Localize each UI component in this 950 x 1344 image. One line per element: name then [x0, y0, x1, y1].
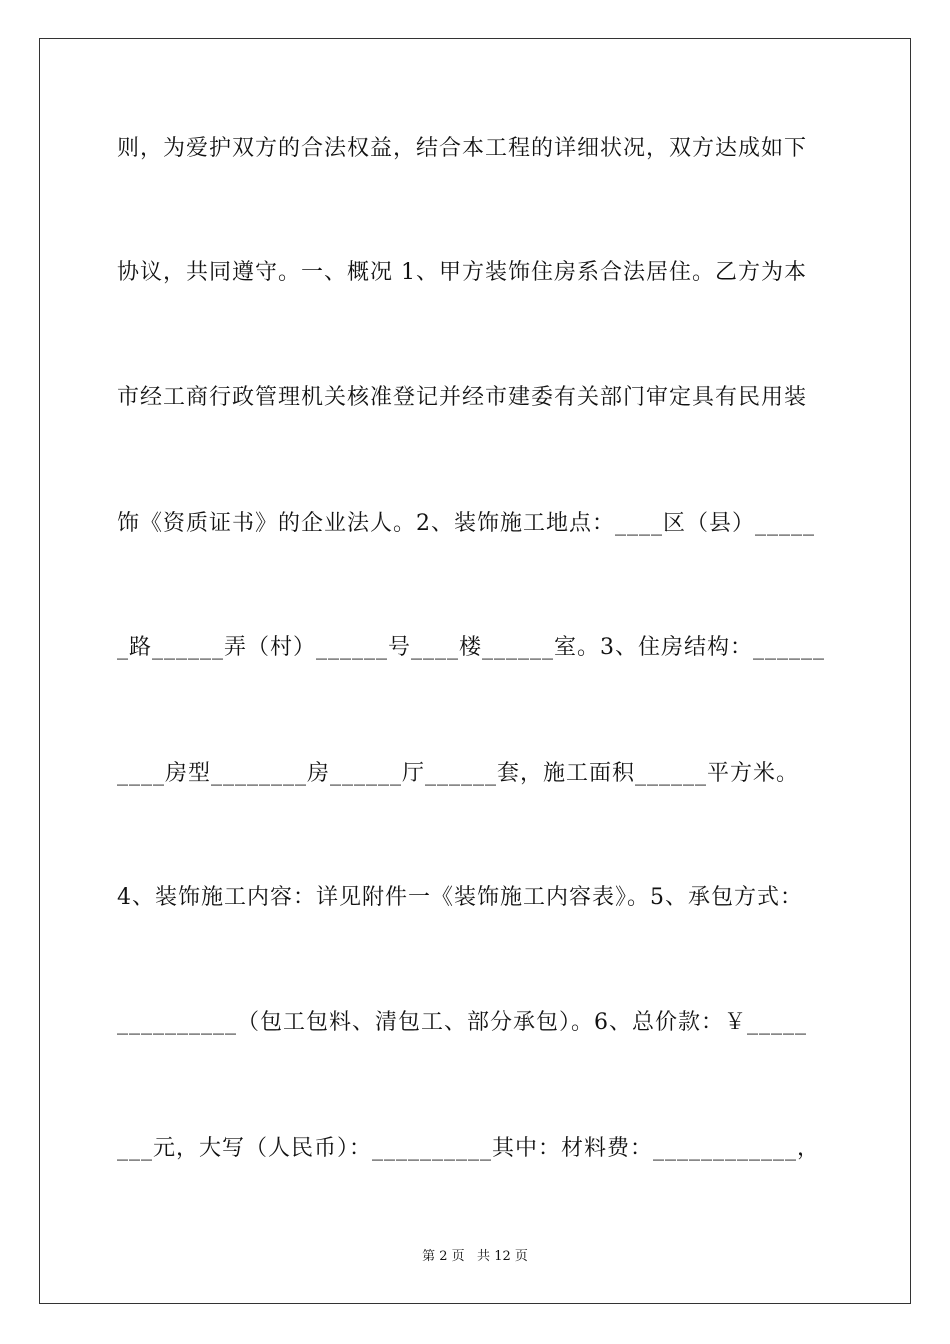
text-line-3: 市经工商行政管理机关核准登记并经市建委有关部门审定具有民用装 — [117, 385, 808, 410]
page-border — [39, 38, 911, 1304]
text-line-1: 则，为爱护双方的合法权益，结合本工程的详细状况，双方达成如下 — [117, 136, 808, 161]
text-line-2: 协议，共同遵守。一、概况 1、甲方装饰住房系合法居住。乙方为本 — [117, 260, 807, 285]
text-line-9: ___元，大写（人民币）：__________其中：材料费：____________， — [117, 1136, 821, 1161]
text-line-7: 4、装饰施工内容：详见附件一《装饰施工内容表》。5、承包方式： — [117, 885, 803, 910]
page-number-footer: 第 2 页 共 12 页 — [422, 1249, 528, 1264]
text-line-8: __________（包工包料、清包工、部分承包）。6、总价款：￥_____ — [117, 1010, 807, 1035]
text-line-6: ____房型________房______厅______套，施工面积______平方米。 — [117, 761, 800, 786]
text-line-4: 饰《资质证书》的企业法人。2、装饰施工地点：____区（县）_____ — [117, 511, 815, 536]
text-line-5: _路______弄（村）______号____楼______室。3、住房结构：______ — [117, 635, 825, 660]
